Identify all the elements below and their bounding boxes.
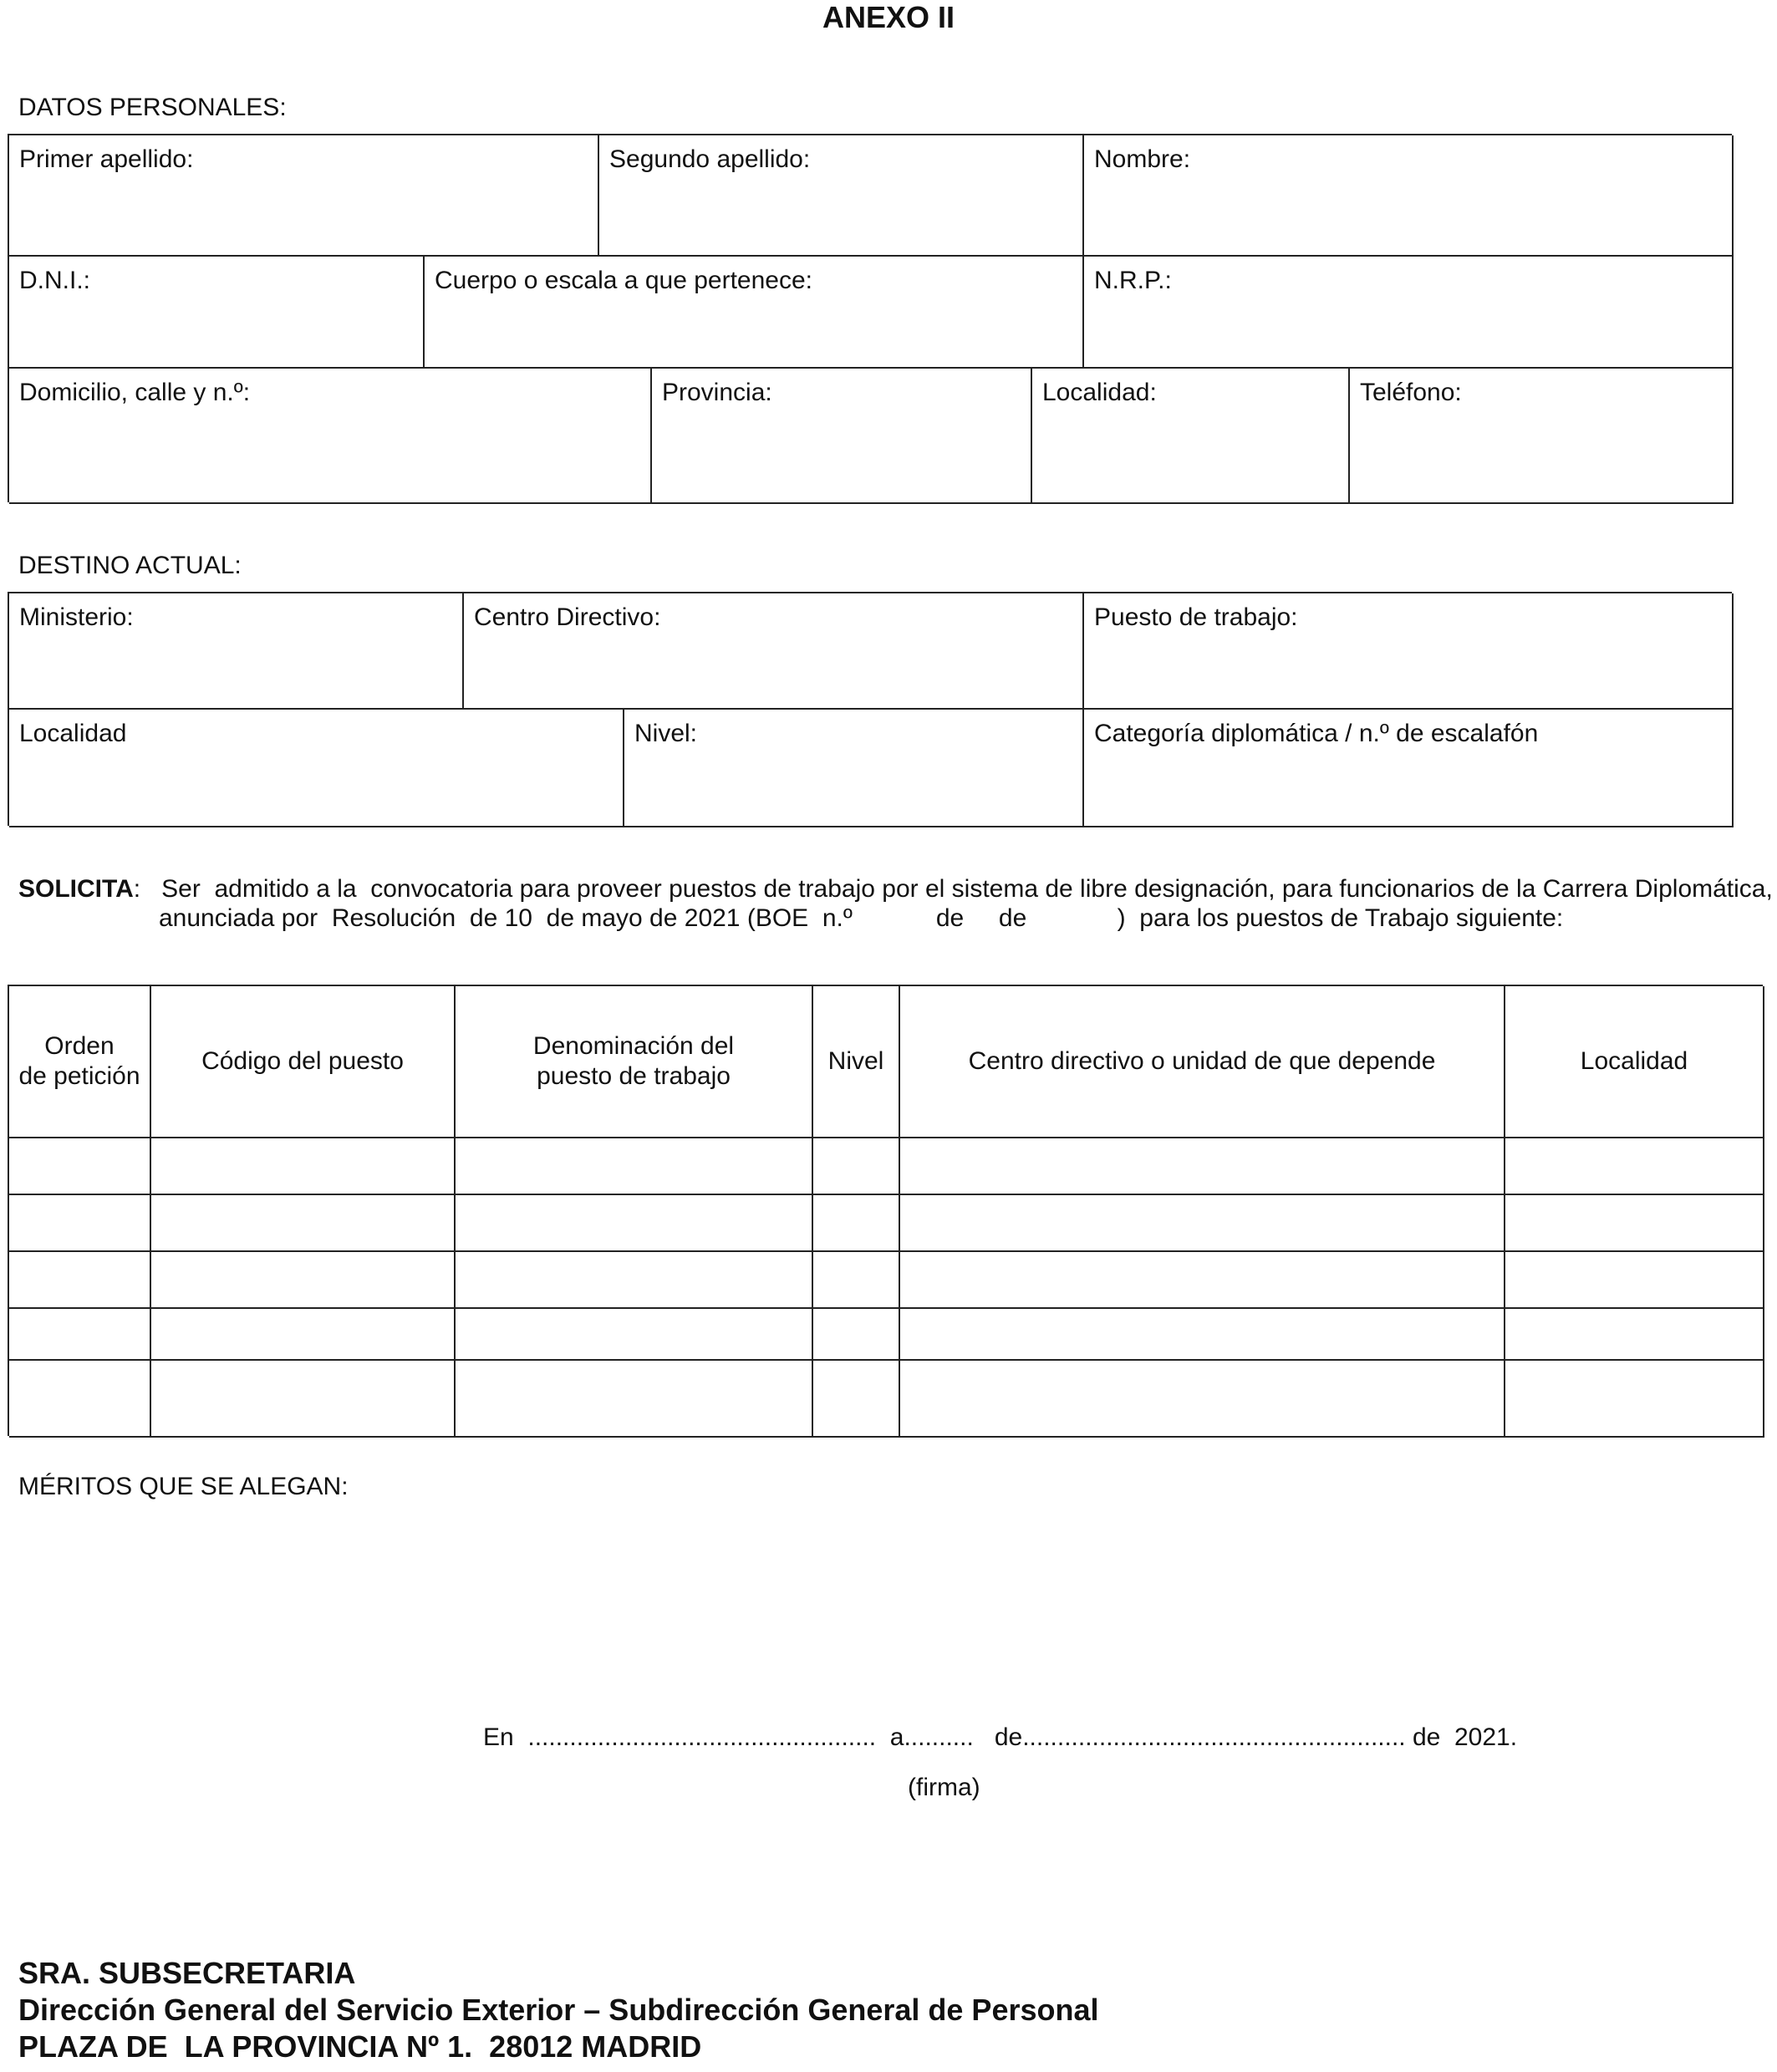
col-orden-line1: Orden	[44, 1032, 115, 1060]
table-cell[interactable]	[9, 1252, 151, 1309]
table-cell[interactable]	[900, 1252, 1505, 1309]
table-cell[interactable]	[1505, 1309, 1764, 1361]
primer-apellido-field[interactable]	[9, 135, 599, 257]
table-cell[interactable]	[1505, 1252, 1764, 1309]
nivel-label: Nivel:	[634, 720, 698, 747]
ministerio-field[interactable]	[9, 593, 464, 710]
table-cell[interactable]	[151, 1138, 456, 1195]
col-denominacion-line2: puesto de trabajo	[537, 1062, 731, 1090]
table-cell[interactable]	[151, 1309, 456, 1361]
telefono-label: Teléfono:	[1360, 379, 1462, 406]
centro-directivo-field[interactable]	[464, 593, 1084, 710]
nombre-label: Nombre:	[1094, 145, 1191, 173]
table-cell[interactable]	[456, 1361, 813, 1438]
cuerpo-label: Cuerpo o escala a que pertenece:	[435, 267, 812, 294]
place-date-line: En .................................................. a.......... de....................................................... de 2021.	[483, 1723, 1518, 1751]
col-denominacion-header	[456, 986, 813, 1138]
table-cell[interactable]	[456, 1195, 813, 1252]
footer-address: PLAZA DE LA PROVINCIA Nº 1. 28012 MADRID	[18, 2029, 702, 2064]
table-cell[interactable]	[900, 1361, 1505, 1438]
cuerpo-field[interactable]	[425, 257, 1084, 369]
destino-localidad-field[interactable]	[9, 710, 624, 827]
table-cell[interactable]	[813, 1195, 900, 1252]
provincia-field[interactable]	[652, 369, 1032, 504]
col-orden-line2: de petición	[18, 1062, 140, 1090]
table-cell[interactable]	[9, 1138, 151, 1195]
col-centro-header	[900, 986, 1505, 1138]
footer-department: Dirección General del Servicio Exterior – Subdirección General de Personal	[18, 1993, 1099, 2027]
table-cell[interactable]	[900, 1138, 1505, 1195]
table-cell[interactable]	[151, 1252, 456, 1309]
firma-label: (firma)	[908, 1774, 980, 1801]
destino-actual-heading: DESTINO ACTUAL:	[18, 552, 242, 579]
centro-directivo-label: Centro Directivo:	[474, 603, 661, 631]
solicita-text-1: : Ser admitido a la convocatoria para proveer puestos de trabajo por el sistema de libre designación, para funcionarios de la Carrera Diplomática,	[133, 875, 1773, 903]
table-cell[interactable]	[813, 1309, 900, 1361]
table-cell[interactable]	[456, 1309, 813, 1361]
categoria-field[interactable]	[1084, 710, 1734, 827]
dni-field[interactable]	[9, 257, 425, 369]
table-cell[interactable]	[1505, 1195, 1764, 1252]
col-centro-label: Centro directivo o unidad de que depende	[968, 1047, 1436, 1075]
segundo-apellido-field[interactable]	[599, 135, 1084, 257]
table-cell[interactable]	[456, 1138, 813, 1195]
puesto-trabajo-label: Puesto de trabajo:	[1094, 603, 1298, 631]
ministerio-label: Ministerio:	[19, 603, 134, 631]
nrp-field[interactable]	[1084, 257, 1734, 369]
table-cell[interactable]	[151, 1195, 456, 1252]
table-cell[interactable]	[1505, 1361, 1764, 1438]
col-codigo-header	[151, 986, 456, 1138]
col-orden-header	[9, 986, 151, 1138]
table-cell[interactable]	[900, 1195, 1505, 1252]
telefono-field[interactable]	[1350, 369, 1734, 504]
primer-apellido-label: Primer apellido:	[19, 145, 194, 173]
localidad-label: Localidad:	[1042, 379, 1157, 406]
segundo-apellido-label: Segundo apellido:	[609, 145, 811, 173]
table-cell[interactable]	[9, 1361, 151, 1438]
localidad-field[interactable]	[1032, 369, 1350, 504]
table-cell[interactable]	[151, 1361, 456, 1438]
table-cell[interactable]	[9, 1195, 151, 1252]
datos-personales-box	[8, 134, 1732, 502]
table-cell[interactable]	[456, 1252, 813, 1309]
table-cell[interactable]	[813, 1361, 900, 1438]
col-codigo-label: Código del puesto	[201, 1047, 404, 1075]
solicita-label: SOLICITA	[18, 875, 134, 903]
table-cell[interactable]	[813, 1138, 900, 1195]
puestos-table	[8, 985, 1763, 1436]
destino-actual-box	[8, 592, 1732, 826]
provincia-label: Provincia:	[662, 379, 772, 406]
col-localidad-header	[1505, 986, 1764, 1138]
table-cell[interactable]	[9, 1309, 151, 1361]
footer-recipient: SRA. SUBSECRETARIA	[18, 1956, 356, 1990]
table-cell[interactable]	[1505, 1138, 1764, 1195]
table-cell[interactable]	[900, 1309, 1505, 1361]
domicilio-label: Domicilio, calle y n.º:	[19, 379, 251, 406]
col-localidad-label: Localidad	[1580, 1047, 1688, 1075]
col-nivel-header	[813, 986, 900, 1138]
nivel-field[interactable]	[624, 710, 1084, 827]
solicita-line-1	[18, 875, 1773, 904]
dni-label: D.N.I.:	[19, 267, 91, 294]
destino-localidad-label: Localidad	[19, 720, 127, 747]
domicilio-field[interactable]	[9, 369, 652, 504]
puesto-trabajo-field[interactable]	[1084, 593, 1734, 710]
col-nivel-label: Nivel	[827, 1047, 884, 1075]
datos-personales-heading: DATOS PERSONALES:	[18, 94, 287, 121]
col-denominacion-line1: Denominación del	[532, 1032, 735, 1060]
meritos-heading: MÉRITOS QUE SE ALEGAN:	[18, 1473, 349, 1500]
table-cell[interactable]	[813, 1252, 900, 1309]
nombre-field[interactable]	[1084, 135, 1734, 257]
categoria-label: Categoría diplomática / n.º de escalafón	[1094, 720, 1539, 747]
solicita-text-2: anunciada por Resolución de 10 de mayo de 2021 (BOE n.º de de ) para los puestos de Trabajo siguiente:	[159, 904, 1564, 932]
nrp-label: N.R.P.:	[1094, 267, 1172, 294]
page-title: ANEXO II	[822, 0, 955, 34]
